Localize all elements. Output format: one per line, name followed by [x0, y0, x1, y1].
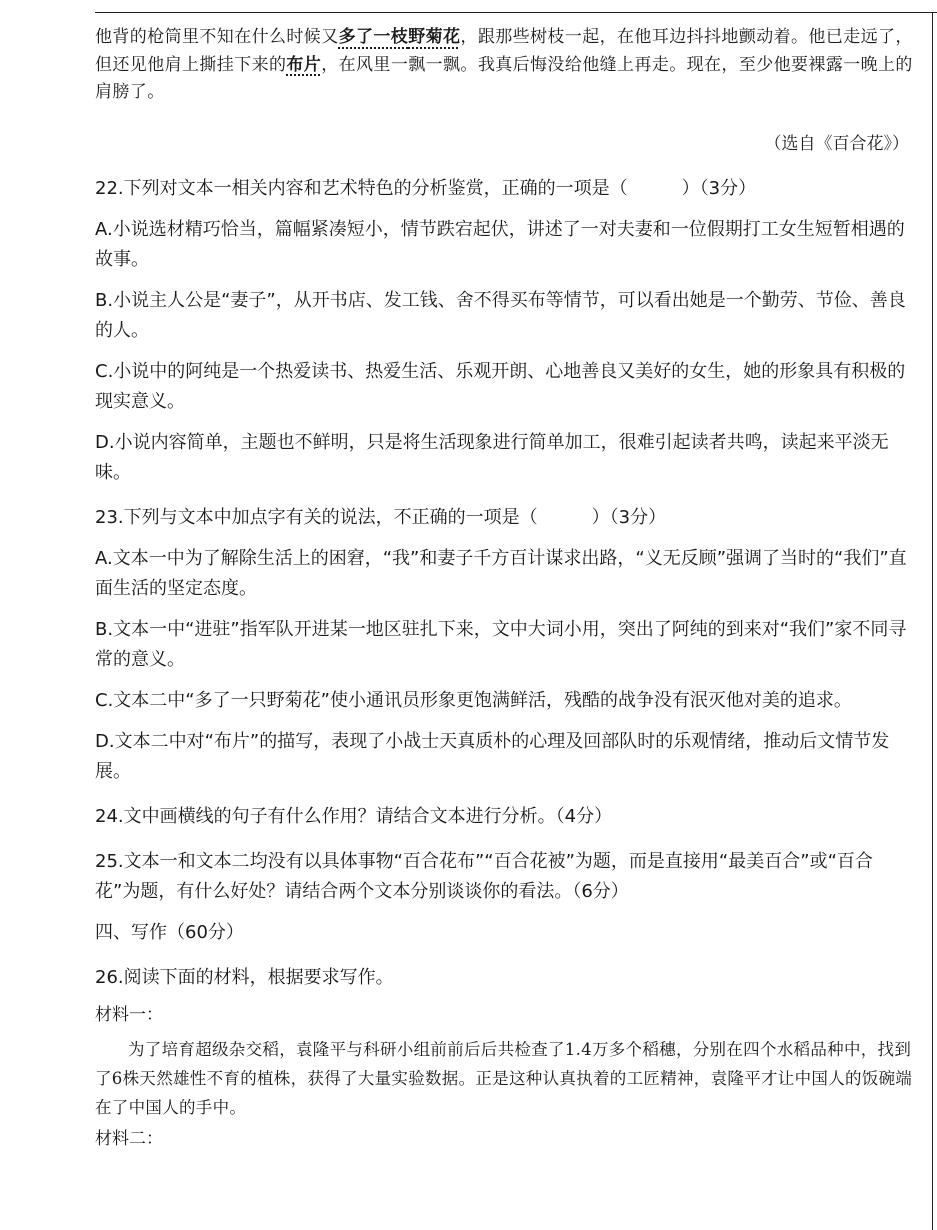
right-margin-rule	[932, 12, 933, 1230]
question-25: 25.文本一和文本二均没有以具体事物“百合花布”“百合花被”为题，而是直接用“最美百合”或“百合花”为题，有什么好处？请结合两个文本分别谈谈你的看法。（6分）	[95, 850, 873, 902]
question-26: 26.阅读下面的材料，根据要求写作。	[95, 966, 394, 988]
question-23-option-b: B.文本一中“进驻”指军队开进某一地区驻扎下来，文中大词小用，突出了阿纯的到来对“我们”家不同寻常的意义。	[95, 618, 907, 670]
excerpt-emphasis-2: 野菊花	[408, 27, 461, 47]
excerpt-text-1: 他背的枪筒里不知在什么时候又	[95, 27, 339, 47]
question-23-stem: 23.下列与文本中加点字有关的说法，不正确的一项是（ ）（3分）	[95, 506, 667, 528]
excerpt-source: （选自《百合花》）	[764, 133, 909, 154]
top-rule	[95, 12, 937, 13]
question-22-option-a: A.小说选材精巧恰当，篇幅紧凑短小，情节跌宕起伏，讲述了一对夫妻和一位假期打工女生短暂相遇的故事。	[95, 218, 905, 270]
question-22-stem: 22.下列对文本一相关内容和艺术特色的分析鉴赏，正确的一项是（ ）（3分）	[95, 177, 757, 199]
question-23-option-a: A.文本一中为了解除生活上的困窘，“我”和妻子千方百计谋求出路，“义无反顾”强调了当时的“我们”直面生活的坚定态度。	[95, 547, 907, 599]
question-23-option-d: D.文本二中对“布片”的描写，表现了小战士天真质朴的心理及回部队时的乐观情绪，推动后文情节发展。	[95, 730, 890, 782]
excerpt-emphasis-1: 多了一枝	[338, 27, 409, 47]
excerpt-emphasis-3: 布片	[286, 54, 322, 75]
excerpt-text-2: ，跟那些树枝一起，在他耳边抖抖地颤动着。他已走远了，但还见他肩上撕挂下来的	[95, 27, 913, 75]
question-22-option-c: C.小说中的阿纯是一个热爱读书、热爱生活、乐观开朗、心地善良又美好的女生，她的形象具有积极的现实意义。	[95, 360, 906, 412]
question-22-option-d: D.小说内容简单，主题也不鲜明，只是将生活现象进行简单加工，很难引起读者共鸣，读起来平淡无味。	[95, 431, 889, 483]
material-1-label: 材料一：	[95, 1004, 163, 1025]
material-1-body: 为了培育超级杂交稻，袁隆平与科研小组前前后后共检查了1.4万多个稻穗，分别在四个水稻品种中，找到了6株天然雄性不育的植株，获得了大量实验数据。正是这种认真执着的工匠精神，袁隆平才让中国人的饭碗端在了中国人的手中。	[95, 1039, 913, 1117]
question-24: 24.文中画横线的句子有什么作用？请结合文本进行分析。（4分）	[95, 805, 613, 827]
material-2-label: 材料二：	[95, 1128, 163, 1149]
excerpt-text-3: ，在风里一飘一飘。我真后悔没给他缝上再走。现在，至少他要裸露一晚上的肩膀了。	[95, 54, 913, 102]
story-excerpt	[95, 24, 917, 107]
exam-page	[95, 24, 917, 1153]
question-23-option-c: C.文本二中“多了一只野菊花”使小通讯员形象更饱满鲜活，残酷的战争没有泯灭他对美的追求。	[95, 689, 852, 711]
section-writing-heading: 四、写作（60分）	[95, 921, 244, 943]
question-22-option-b: B.小说主人公是“妻子”，从开书店、发工钱、舍不得买布等情节，可以看出她是一个勤劳、节俭、善良的人。	[95, 289, 906, 341]
